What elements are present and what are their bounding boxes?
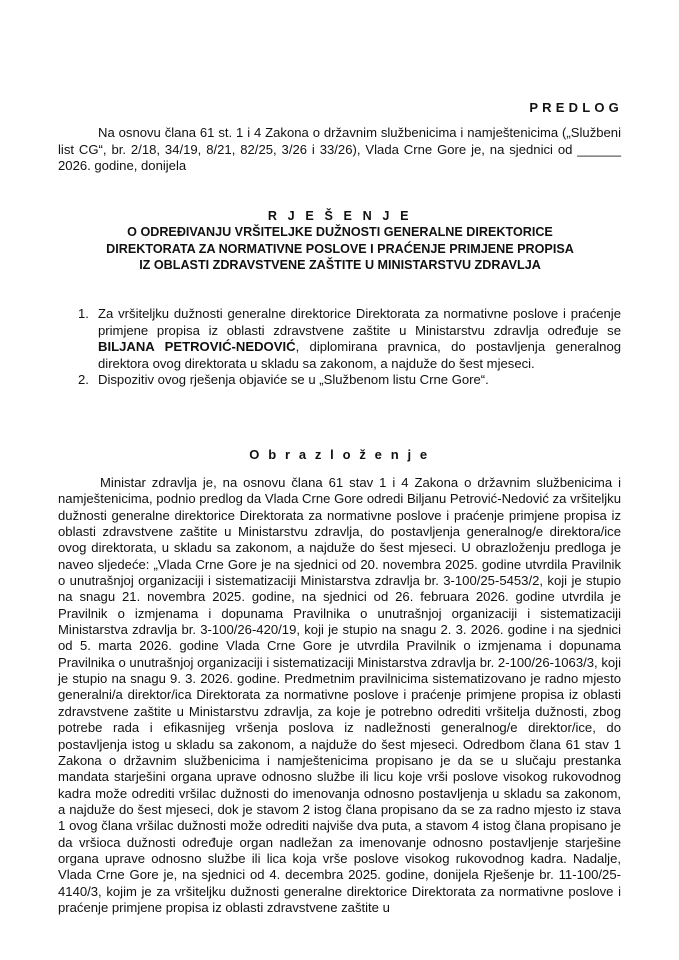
- decision-title-word: R J E Š E N J E: [267, 209, 413, 223]
- predlog-label: PREDLOG: [529, 100, 623, 115]
- dispositive-list: [78, 306, 621, 389]
- list-item-text: Dispozitiv ovog rješenja objaviće se u „Službenom listu Crne Gore“.: [98, 372, 489, 388]
- explanation-paragraph: Ministar zdravlja je, na osnovu člana 61 stav 1 i 4 Zakona o državnim službenicima i namještenicima, podnio predlog da Vlada Crne Gore odredi Biljanu Petrović-Nedović za vršiteljku dužnosti generalne direktorice Direktorata za normativne poslove i praćenje primjene propisa iz oblasti zdravstvene zaštite u Ministarstvu zdravlja, do postavljenja generalnog/e direktora/ice ovog direktorata, u skladu sa zakonom, a najduže do šest mjeseci. U obrazloženju predloga je naveo sljedeće: „Vlada Crne Gore je na sjednici od 20. novembra 2025. godine utvrdila Pravilnik o unutrašnjoj organizaciji i sistematizaciji Ministarstva zdravlja br. 3-100/25-5453/2, koji je stupio na snagu 21. novembra 2025. godine, na sjednici od 26. februara 2026. godine utvrdila je Pravilnik o izmjenama i dopunama Pravilnika o unutrašnjoj organizaciji i sistematizaciji Ministarstva zdravlja br. 3-100/26-420/19, koji je stupio na snagu 2. 3. 2026. godine i na sjednici od 5. marta 2026. godine Vlada Crne Gore je utvrdila Pravilnik o izmjenama i dopunama Pravilnika o unutrašnjoj organizaciji i sistematizaciji Ministarstva zdravlja br. 2-100/26-1063/3, koji je stupio na snagu 9. 3. 2026. godine. Predmetnim pravilnicima sistematizovano je radno mjesto generalni/a direktor/ica Direktorata za normativne poslove i praćenje primjene propisa iz oblasti zdravstvene zaštite u Ministarstvu zdravlja, za koje je potrebno odrediti vršitelja dužnosti, zbog potrebe rada i efikasnijeg vršenja poslova iz nadležnosti generalnog/e direktor/ice, do postavljenja istog u skladu sa zakonom, a najduže do šest mjeseci. Odredbom člana 61 stav 1 Zakona o državnim službenicima i namještenicima propisano je da se u slučaju prestanka mandata starješini organa uprave odnosno službe ili licu koje vrši poslove visokog rukovodnog kadra može odrediti vršilac dužnosti do imenovanja odnosno postavljenja u skladu sa zakonom, a najduže do šest mjeseci, dok je stavom 2 istog člana propisano da se za radno mjesto iz stava 1 ovog člana vršilac dužnosti može odrediti najviše dva puta, a stavom 4 istog člana propisano je da vršioca dužnosti određuje organ nadležan za imenovanje odnosno postavljenje starješine organa uprave odnosno službe ili lica koja vrše poslove visokog rukovodnog kadra. Nadalje, Vlada Crne Gore je, na sjednici od 4. decembra 2025. godine, donijela Rješenje br. 11-100/25-4140/3, kojim je za vršiteljku dužnosti generalne direktorice Direktorata za normativne poslove i praćenje primjene propisa iz oblasti zdravstvene zaštite u: [58, 475, 621, 915]
- list-item: [78, 306, 621, 372]
- list-item-text: , diplomirana pravnica, do postavljenja generalnog direktora ovog direktorata u skladu sa zakonom, a najduže do šest mjeseci.: [98, 339, 622, 371]
- list-item-number: 1.: [78, 306, 89, 321]
- appointee-name: BILJANA PETROVIĆ-NEDOVIĆ: [98, 339, 296, 355]
- decision-title-line: DIREKTORATA ZA NORMATIVNE POSLOVE I PRAĆENJE PRIMJENE PROPISA: [106, 241, 574, 256]
- list-item: [78, 372, 621, 389]
- list-item-text: Za vršiteljku dužnosti generalne direktorice Direktorata za normativne poslove i praćenje primjene propisa iz oblasti zdravstvene zaštite u Ministarstvu zdravlja određuje se: [98, 306, 621, 338]
- intro-paragraph: Na osnovu člana 61 st. 1 i 4 Zakona o državnim službenicima i namještenicima („Službeni list CG“, br. 2/18, 34/19, 8/21, 82/25, 3/26 i 33/26), Vlada Crne Gore je, na sjednici od ______ 2026. godine, donijela: [58, 125, 621, 174]
- decision-title: [40, 208, 640, 274]
- explanation-title: O b r a z l o ž e n j e: [249, 447, 430, 462]
- decision-title-line: IZ OBLASTI ZDRAVSTVENE ZAŠTITE U MINISTARSTVU ZDRAVLJA: [139, 258, 541, 273]
- list-item-number: 2.: [78, 372, 89, 388]
- decision-title-line: O ODREĐIVANJU VRŠITELJKE DUŽNOSTI GENERALNE DIREKTORICE: [127, 225, 553, 240]
